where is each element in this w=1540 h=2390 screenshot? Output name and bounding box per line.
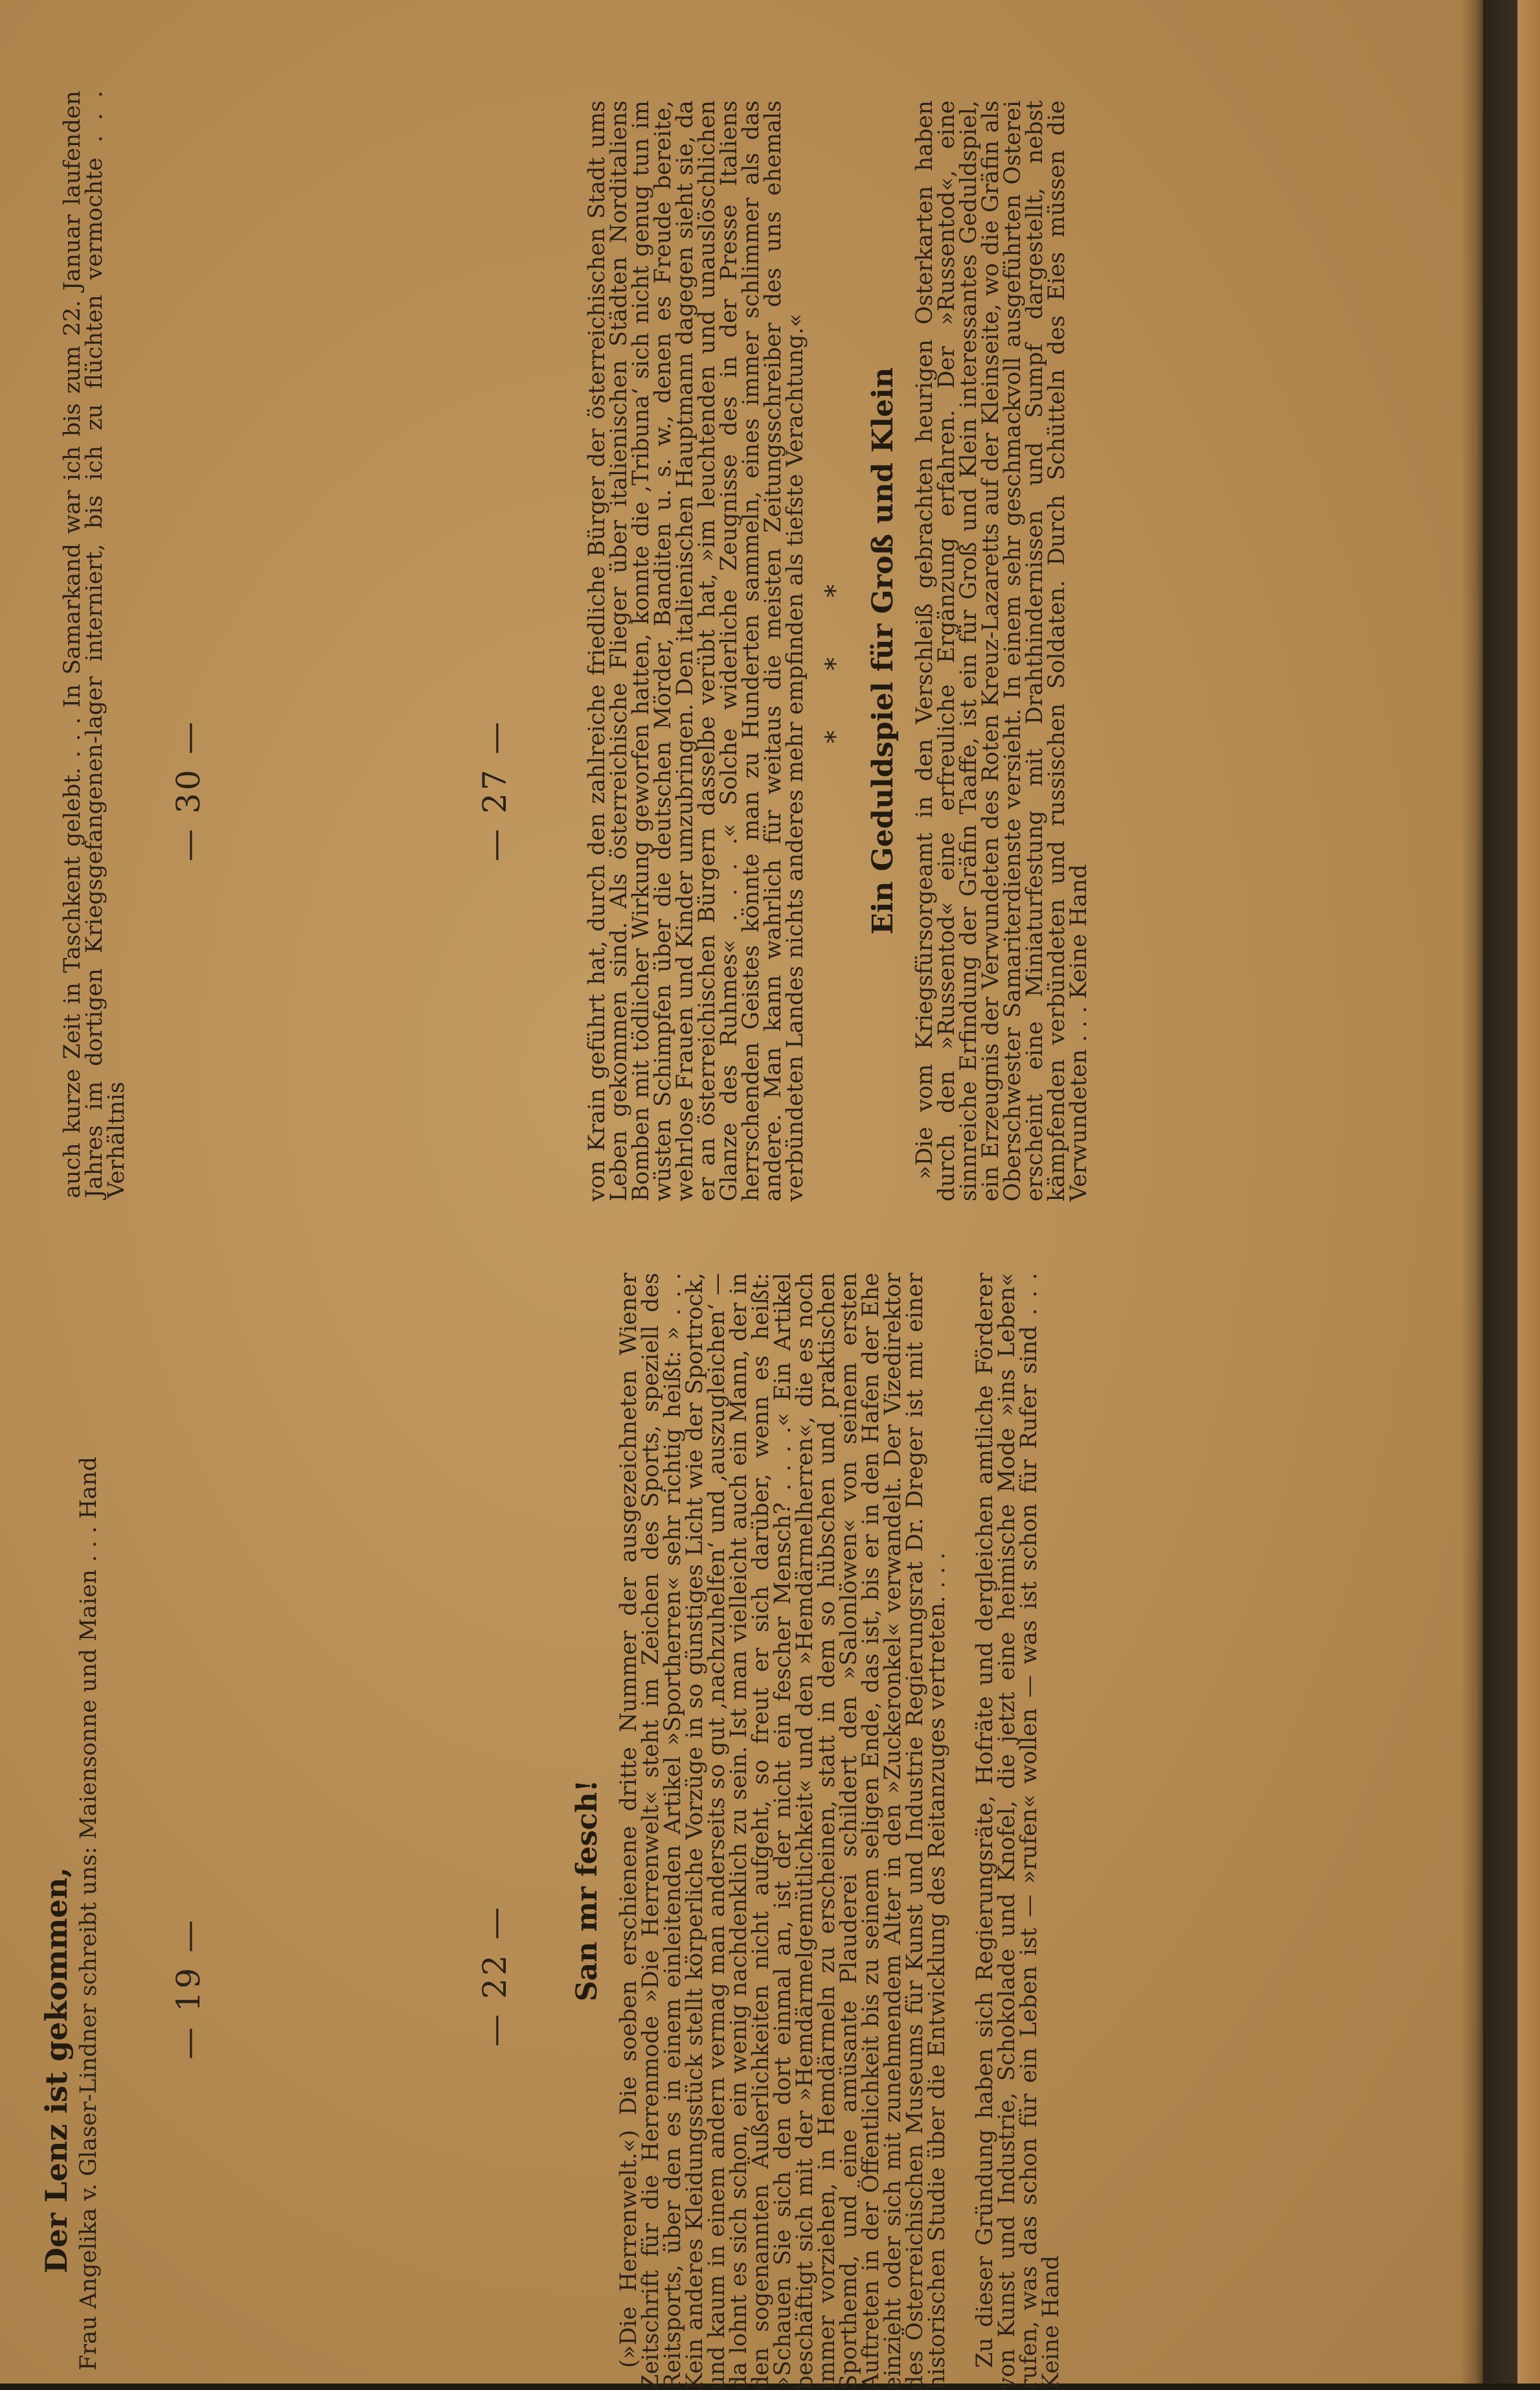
paragraph: Frau Angelika v. Glaser-Lindner schreibt uns: Maiensonne und Maien . . . Hand: [76, 1456, 102, 2371]
article-heading: San mr fesch!: [571, 1779, 604, 2001]
section-divider-stars: * * *: [821, 558, 850, 744]
column-bottom-right: [78, 1205, 130, 2371]
page-number-30: — 30 —: [170, 719, 207, 861]
paragraph: auch kurze Zeit in Taschkent gelebt. . . . In Samarkand war ich bis zum 22. Januar laufenden Jahres im dortigen Kriegsgefangenen-lager interniert, bis ich zu flüchten vermochte . . . Verhältnis: [60, 91, 130, 1198]
adjacent-page-edge: [1483, 0, 1540, 2384]
page-fold-shadow: [1460, 0, 1486, 2384]
column-top-right: [586, 100, 1234, 1201]
paragraph: (»Die Herrenwelt.«) Die soeben erschienene dritte Nummer der ausgezeichneten Wiener Zeitschrift für die Herrenmode »Die Herrenwelt« steht im Zeichen des Sports, speziell des Reitsports, über den es in einem einleitenden Artikel »Sportherren« sehr richtig heißt: » . . . Kein anderes Kleidungsstück stellt körperliche Vorzüge in so günstiges Licht wie der Sportrock, und kaum in einem andern vermag man anderseits so gut ‚nachzuhelfen‘ und ‚auszugleichen‘ — da lohnt es sich schon, ein wenig nachdenklich zu sein. Ist man vielleicht auch ein Mann, der in den sogenannten Äußerlichkeiten nicht aufgeht, so freut er sich darüber, wenn es heißt: »Schauen Sie sich den dort einmal an, ist der nicht ein fescher Mensch? . . . .« Ein Artikel beschäftigt sich mit der »Hemdärmelgemütlichkeit« und den »Hemdärmelherren«, die es noch immer vorziehen, in Hemdärmeln zu erscheinen, statt in dem so hübschen und praktischen Sporthemd, und eine amüsante Plauderei schildert den »Salonlöwen« von seinem ersten Auftreten in der Öffentlichkeit bis zu seinem seligen Ende, das ist, bis er in den Hafen der Ehe einzieht oder sich mit zunehmendem Alter in den »Zuckeronkel« verwandelt. Der Vizedirektor des Österreichischen Museums für Kunst und Industrie Regierungsrat Dr. Dreger ist mit einer historischen Studie über die Entwicklung des Reitanzuges vertreten. . . .: [616, 1273, 950, 2390]
page-number-19: — 19 —: [170, 1917, 207, 2060]
column-top-left: [60, 91, 130, 1198]
paragraph: Zu dieser Gründung haben sich Regierungsräte, Hofräte und dergleichen amtliche Förderer von Kunst und Industrie, Schokolade und Knofel, die jetzt eine heimische Mode »ins Leben« rufen, was das schon für ein Leben ist — »rufen« wollen — was ist schon für Rufer sind . . . Keine Hand: [972, 1273, 1064, 2390]
page-number-22: — 22 —: [476, 1904, 514, 2047]
article-heading: Der Lenz ist gekommen,: [39, 1867, 74, 2273]
paragraph: von Krain geführt hat, durch den zahlreiche friedliche Bürger der österreichischen Stadt ums Leben gekommen sind. Als österreichische Flieger über italienischen Städten Norditaliens Bomben mit tödlicher Wirkung geworfen hatten, konnte die ‚Tribuna‘ sich nicht genug tun im wüsten Schimpfen über die deutschen Mörder, Banditen u. s. w., denen es Freude bereite, wehrlose Frauen und Kinder umzubringen. Den italienischen Hauptmann dagegen sieht sie, da er an österreichischen Bürgern dasselbe verübt hat, »im leuchtenden und unauslöschlichen Glanze des Ruhmes« . . . .« Solche widerliche Zeugnisse des in der Presse Italiens herrschenden Geistes könnte man zu Hunderten sammeln, eines immer schlimmer als das andere. Man kann wahrlich für weitaus die meisten Zeitungsschreiber des uns ehemals verbündeten Landes nichts anderes mehr empfinden als tiefste Verachtung.«: [584, 100, 808, 1201]
heading-bottom-right: [39, 1205, 78, 2306]
paragraph: »Die vom Kriegsfürsorgeamt in den Verschleiß gebrachten heurigen Osterkarten haben durch den »Russentod« eine erfreuliche Ergänzung erfahren. Der »Russentod«, eine sinnreiche Erfindung der Gräfin Taaffe, ist ein für Groß und Klein interessantes Geduldspiel, ein Erzeugnis der Verwundeten des Roten Kreuz-Lazaretts auf der Kleinseite, wo die Gräfin als Oberschwester Samariterdienste versieht. In einem sehr geschmackvoll ausgeführten Osterei erscheint eine Miniaturfestung mit Drahthindernissen und Sumpf dargestellt, nebst kämpfenden verbündeten und russischen Soldaten. Durch Schütteln des Eies müssen die Verwundeten . . . Keine Hand: [912, 100, 1092, 1201]
column-bottom-left: [571, 1273, 1489, 2390]
article-heading: Ein Geduldspiel für Groß und Klein: [866, 367, 900, 935]
page-number-27: — 27 —: [476, 719, 514, 861]
